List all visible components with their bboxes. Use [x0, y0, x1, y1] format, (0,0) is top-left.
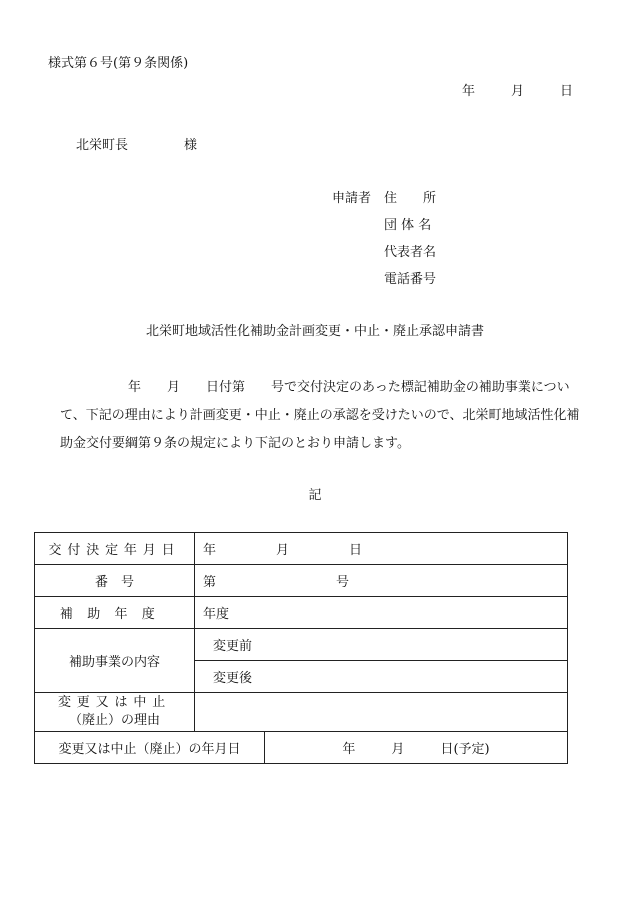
application-form-table	[34, 532, 568, 764]
table-row	[35, 693, 568, 732]
ki-heading: 記	[308, 488, 322, 503]
change-reason-field[interactable]	[195, 693, 568, 732]
table-row	[35, 533, 568, 565]
applicant-address-label: 住 所	[384, 191, 437, 206]
change-date-value[interactable]: 年 月 日(予定)	[265, 732, 568, 764]
addressee	[76, 134, 197, 153]
table-row	[35, 597, 568, 629]
grant-year-label: 補助年度	[35, 597, 195, 629]
addressee-honorific: 様	[184, 138, 198, 153]
date-day: 日	[560, 84, 574, 99]
project-content-label: 補助事業の内容	[35, 629, 195, 693]
body-line-1: 年 月 日付第 号で交付決定のあった標記補助金の補助事業につい	[128, 380, 570, 395]
number-label: 番 号	[35, 565, 195, 597]
number-value[interactable]: 第 号	[195, 565, 568, 597]
document-title: 北栄町地域活性化補助金計画変更・中止・廃止承認申請書	[145, 324, 484, 339]
grant-decision-date-label: 交付決定年月日	[35, 533, 195, 565]
applicant-phone-label: 電話番号	[384, 272, 437, 287]
body-line-2: て、下記の理由により計画変更・中止・廃止の承認を受けたいので、北栄町地域活性化補助金交付要綱第９条の規定により下記のとおり申請します。	[60, 408, 580, 451]
date-month: 月	[511, 84, 525, 99]
form-number: 様式第６号(第９条関係)	[48, 56, 189, 71]
grant-year-value[interactable]: 年度	[195, 597, 568, 629]
applicant-label: 申請者	[332, 191, 372, 206]
content-before-field[interactable]: 変更前	[195, 629, 568, 661]
change-date-label: 変更又は中止（廃止）の年月日	[35, 732, 265, 764]
grant-decision-date-value[interactable]: 年 月 日	[195, 533, 568, 565]
addressee-name: 北栄町長	[76, 138, 129, 153]
table-row	[35, 732, 568, 764]
table-row	[35, 565, 568, 597]
table-row	[35, 629, 568, 661]
applicant-representative-label: 代表者名	[384, 245, 437, 260]
content-after-field[interactable]: 変更後	[195, 661, 568, 693]
change-reason-label: 変更又は中止 （廃止）の理由	[35, 693, 195, 732]
document-body	[60, 374, 588, 458]
applicant-group-name-label: 団 体 名	[384, 218, 432, 233]
date-year: 年	[462, 84, 476, 99]
application-date	[462, 80, 573, 99]
